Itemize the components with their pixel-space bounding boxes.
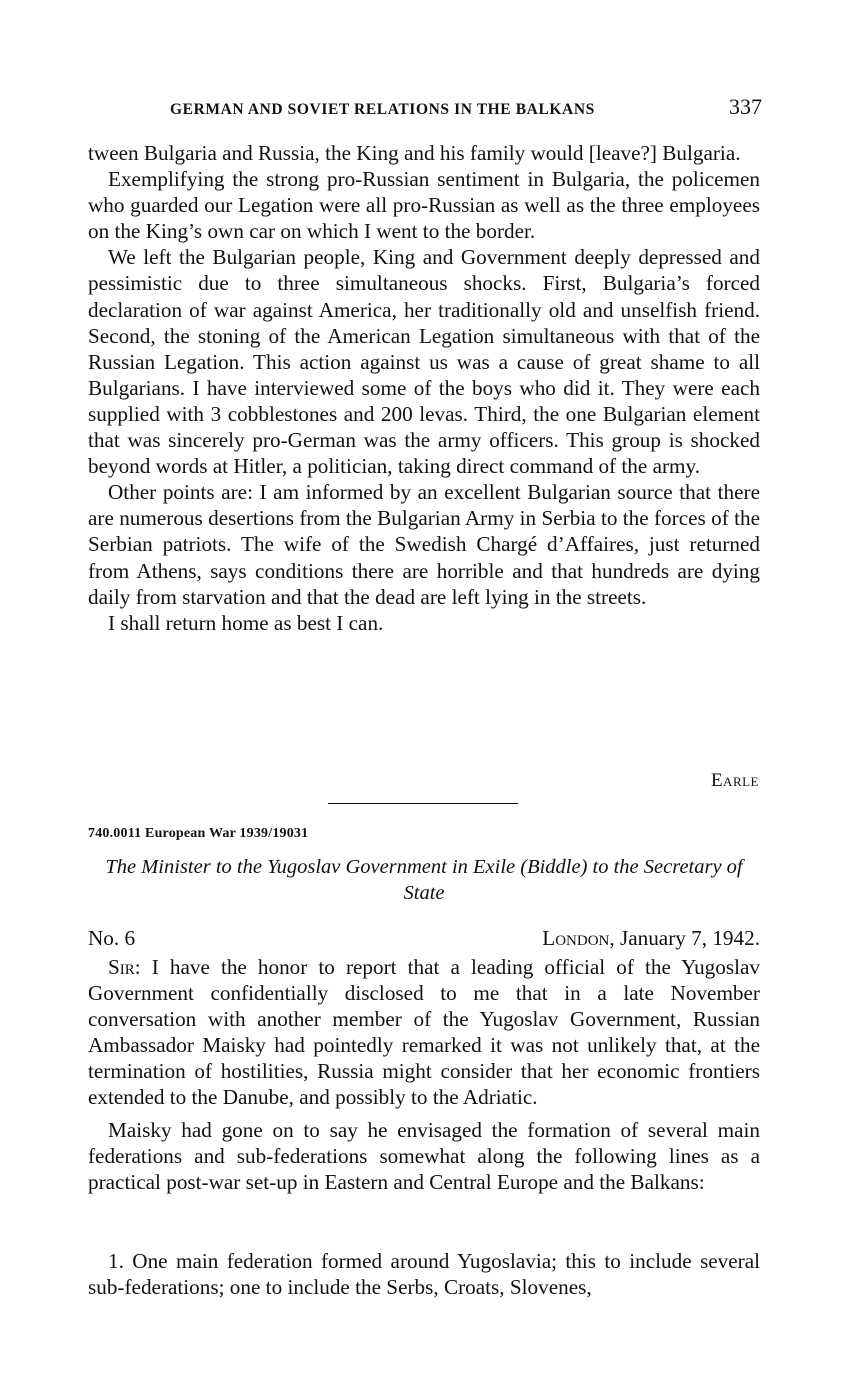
running-head: [170, 94, 762, 120]
dispatch-place-date: [542, 926, 760, 951]
paragraph-maisky-federations: Maisky had gone on to say he envisaged the formation of several main federations and sub-federations somewhat along the following lines as a practical post-war set-up in Eastern and Central Europe and the Balkans:: [88, 1117, 760, 1194]
opening-text: I have the honor to report that a leading official of the Yugoslav Government confidentially disclosed to me that in a late November conversation with another member of the Yugoslav Government, Russian Ambassador Maisky had pointedly remarked it was not unlikely that, at the termination of hostilities, Russia might consider that her economic frontiers extended to the Danube, and possibly to the Adriatic.: [88, 955, 761, 1110]
numbered-list: [88, 1248, 760, 1300]
page-number: 337: [729, 94, 762, 119]
file-number: 740.0011 European War 1939/19031: [88, 826, 309, 841]
dispatch-place: London,: [542, 926, 615, 950]
document-title: The Minister to the Yugoslav Government in Exile (Biddle) to the Secretary of State: [105, 856, 743, 904]
running-title: GERMAN AND SOVIET RELATIONS IN THE BALKANS: [170, 101, 595, 118]
signature: Earle: [710, 770, 759, 791]
paragraph-return-home: I shall return home as best I can.: [108, 610, 384, 635]
dispatch-date: January 7, 1942.: [619, 926, 760, 950]
paragraph-three-shocks: We left the Bulgarian people, King and Government deeply depressed and pessimistic due to three simultaneous shocks. First, Bulgaria’s forced declaration of war against America, her traditionally old and unselfish friend. Second, the stoning of the American Legation simultaneous with that of the Russian Legation. This action against us was a cause of great shame to all Bulgarians. I have interviewed some of the boys who did it. They were each supplied with 3 cobblestones and 200 levas. Third, the one Bulgarian element that was sincerely pro-German was the army officers. This group is shocked beyond words at Hitler, a politician, taking direct command of the army.: [88, 245, 760, 479]
dispatch-number: No. 6: [88, 926, 136, 950]
continued-letter-body: [88, 140, 760, 636]
paragraph-continuation: tween Bulgaria and Russia, the King and his family would [leave?] Bulgaria.: [88, 141, 741, 165]
paragraph-opening: [88, 954, 760, 1111]
paragraph-pro-russian-sentiment: Exemplifying the strong pro-Russian sentiment in Bulgaria, the policemen who guarded our Legation were all pro-Russian as well as the three employees on the King’s own car on which I went to the border.: [88, 167, 760, 244]
dispatch-line: [88, 926, 760, 951]
section-divider: [328, 803, 518, 804]
dispatch-body: [88, 954, 760, 1195]
salutation: Sir:: [108, 955, 141, 979]
paragraph-other-points: Other points are: I am informed by an excellent Bulgarian source that there are numerous desertions from the Bulgarian Army in Serbia to the forces of the Serbian patriots. The wife of the Swedish Chargé d’Affaires, just returned from Athens, says conditions there are horrible and that hundreds are dying daily from starvation and that the dead are left lying in the streets.: [88, 480, 760, 609]
list-item: 1. One main federation formed around Yugoslavia; this to include several sub-federations; one to include the Serbs, Croats, Slovenes,: [88, 1249, 760, 1300]
